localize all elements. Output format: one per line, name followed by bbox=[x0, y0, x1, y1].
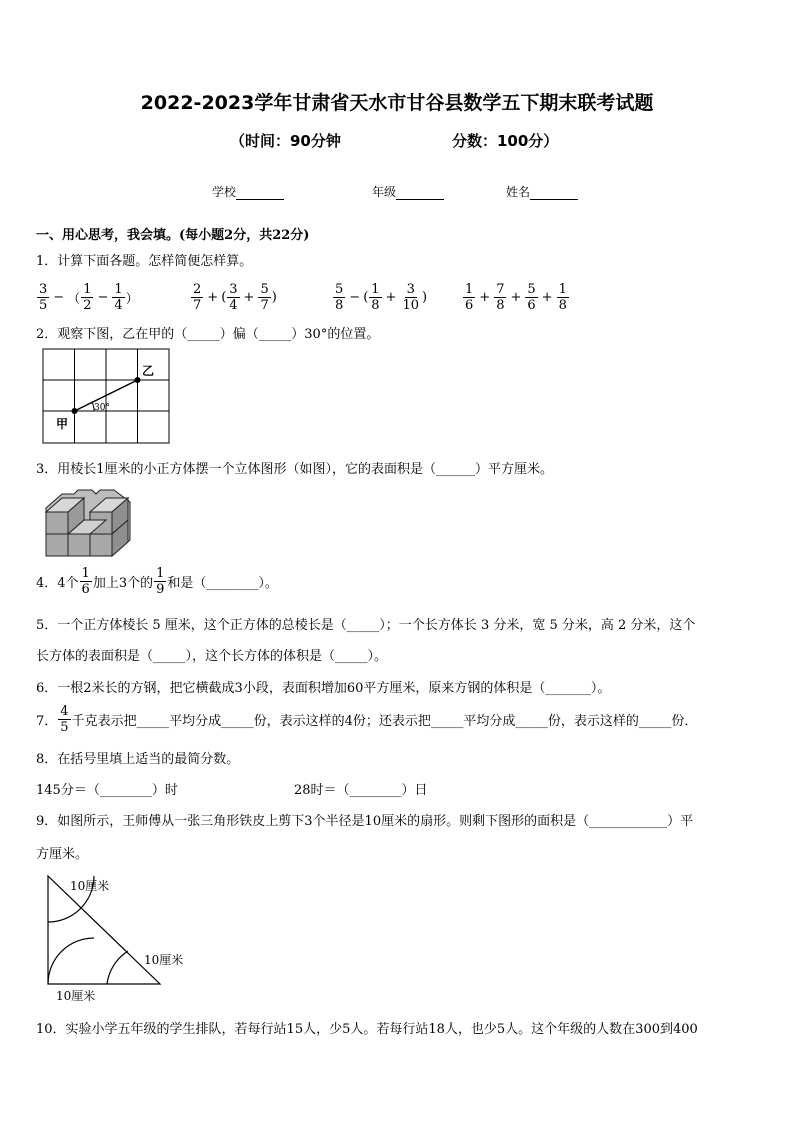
q8-item-1: 145分＝（________）时 bbox=[36, 783, 178, 798]
school-field bbox=[212, 183, 284, 200]
fraction: $\frac{3}{10}$ bbox=[402, 282, 419, 313]
q1-expression-3: $\frac{5}{8}$ − ( $\frac{1}{8}$ + $\frac{3}{10}$ ) bbox=[335, 282, 428, 313]
fraction: $\frac{5}{7}$ bbox=[260, 282, 269, 313]
question-9-line-1: 9．如图所示，王师傅从一张三角形铁皮上剪下3个半径是10厘米的扇形。则剩下图形的面积是（____________）平 bbox=[36, 814, 694, 829]
fraction: $\frac{1}{9}$ bbox=[156, 566, 165, 597]
fraction: $\frac{1}{6}$ bbox=[465, 282, 474, 313]
fraction: $\frac{1}{8}$ bbox=[371, 282, 380, 313]
question-7: 7． $\frac{4}{5}$ 千克表示把_____平均分成_____份，表示这样的4份；还表示把_____平均分成_____份，表示这样的_____份． bbox=[36, 704, 698, 735]
q1-expression-1: $\frac{3}{5}$ − （ $\frac{1}{2}$ − $\frac{1}{4}$ ） bbox=[39, 282, 139, 313]
question-3: 3．用棱长1厘米的小正方体摆一个立体图形（如图），它的表面积是（______）平方厘米。 bbox=[36, 462, 554, 477]
grade-field bbox=[372, 183, 444, 200]
grade-blank[interactable] bbox=[396, 187, 444, 200]
grade-label: 年级 bbox=[372, 185, 397, 199]
label-bottom: 10厘米 bbox=[56, 989, 96, 1003]
label-right: 10厘米 bbox=[144, 953, 184, 967]
fraction: $\frac{1}{2}$ bbox=[83, 282, 92, 313]
section-heading: 一、用心思考，我会填。(每小题2分，共22分) bbox=[36, 228, 310, 243]
name-label: 姓名 bbox=[506, 185, 531, 199]
point-yi bbox=[135, 377, 141, 383]
question-1: 1．计算下面各题。怎样简便怎样算。 bbox=[36, 254, 253, 269]
q1-expression-2: $\frac{2}{7}$ + ( $\frac{3}{4}$ + $\frac{5}{7}$ ) bbox=[193, 282, 277, 313]
question-5-line-2: 长方体的表面积是（_____），这个长方体的体积是（_____）。 bbox=[36, 649, 388, 664]
point-jia bbox=[72, 408, 78, 414]
fraction: $\frac{1}{8}$ bbox=[558, 282, 567, 313]
label-jia: 甲 bbox=[56, 417, 69, 431]
q8-item-2: 28时＝（________）日 bbox=[294, 783, 428, 798]
question-5-line-1: 5．一个正方体棱长 5 厘米，这个正方体的总棱长是（_____）；一个长方体长 3 分米，宽 5 分米，高 2 分米，这个 bbox=[36, 618, 696, 633]
fraction: $\frac{7}{8}$ bbox=[496, 282, 505, 313]
grid-figure bbox=[42, 348, 172, 446]
triangle-figure bbox=[40, 872, 200, 1008]
fraction: $\frac{5}{8}$ bbox=[335, 282, 344, 313]
question-4: 4．4个 $\frac{1}{6}$ 加上3个的 $\frac{1}{9}$ 和是（________）。 bbox=[36, 566, 278, 597]
cube-figure bbox=[44, 488, 136, 560]
fraction: $\frac{5}{6}$ bbox=[527, 282, 536, 313]
angle-label: 30° bbox=[94, 403, 110, 413]
fraction: $\frac{3}{5}$ bbox=[39, 282, 48, 313]
fraction: $\frac{3}{4}$ bbox=[229, 282, 238, 313]
fraction: $\frac{4}{5}$ bbox=[60, 704, 69, 735]
label-top: 10厘米 bbox=[70, 879, 110, 893]
name-field bbox=[506, 183, 578, 200]
exam-score: 分数：100分） bbox=[452, 132, 559, 150]
exam-time: （时间：90分钟 bbox=[230, 132, 341, 150]
q1-expression-4: $\frac{1}{6}$ + $\frac{7}{8}$ + $\frac{5}{6}$ + $\frac{1}{8}$ bbox=[465, 282, 567, 313]
page-title: 2022-2023学年甘肃省天水市甘谷县数学五下期末联考试题 bbox=[140, 92, 654, 114]
question-8: 8．在括号里填上适当的最简分数。 bbox=[36, 752, 240, 767]
name-blank[interactable] bbox=[530, 187, 578, 200]
school-label: 学校 bbox=[212, 185, 237, 199]
fraction: $\frac{1}{4}$ bbox=[114, 282, 123, 313]
question-10: 10．实验小学五年级的学生排队，若每行站15人，少5人。若每行站18人，也少5人。这个年级的人数在300到400 bbox=[36, 1022, 698, 1037]
question-9-line-2: 方厘米。 bbox=[36, 847, 89, 862]
fraction: $\frac{1}{6}$ bbox=[81, 566, 90, 597]
question-2: 2．观察下图，乙在甲的（_____）偏（_____）30°的位置。 bbox=[36, 327, 380, 342]
label-yi: 乙 bbox=[142, 364, 155, 378]
school-blank[interactable] bbox=[236, 187, 284, 200]
question-6: 6．一根2米长的方钢，把它横截成3小段，表面积增加60平方厘米，原来方钢的体积是（_______）。 bbox=[36, 681, 611, 696]
fraction: $\frac{2}{7}$ bbox=[193, 282, 202, 313]
